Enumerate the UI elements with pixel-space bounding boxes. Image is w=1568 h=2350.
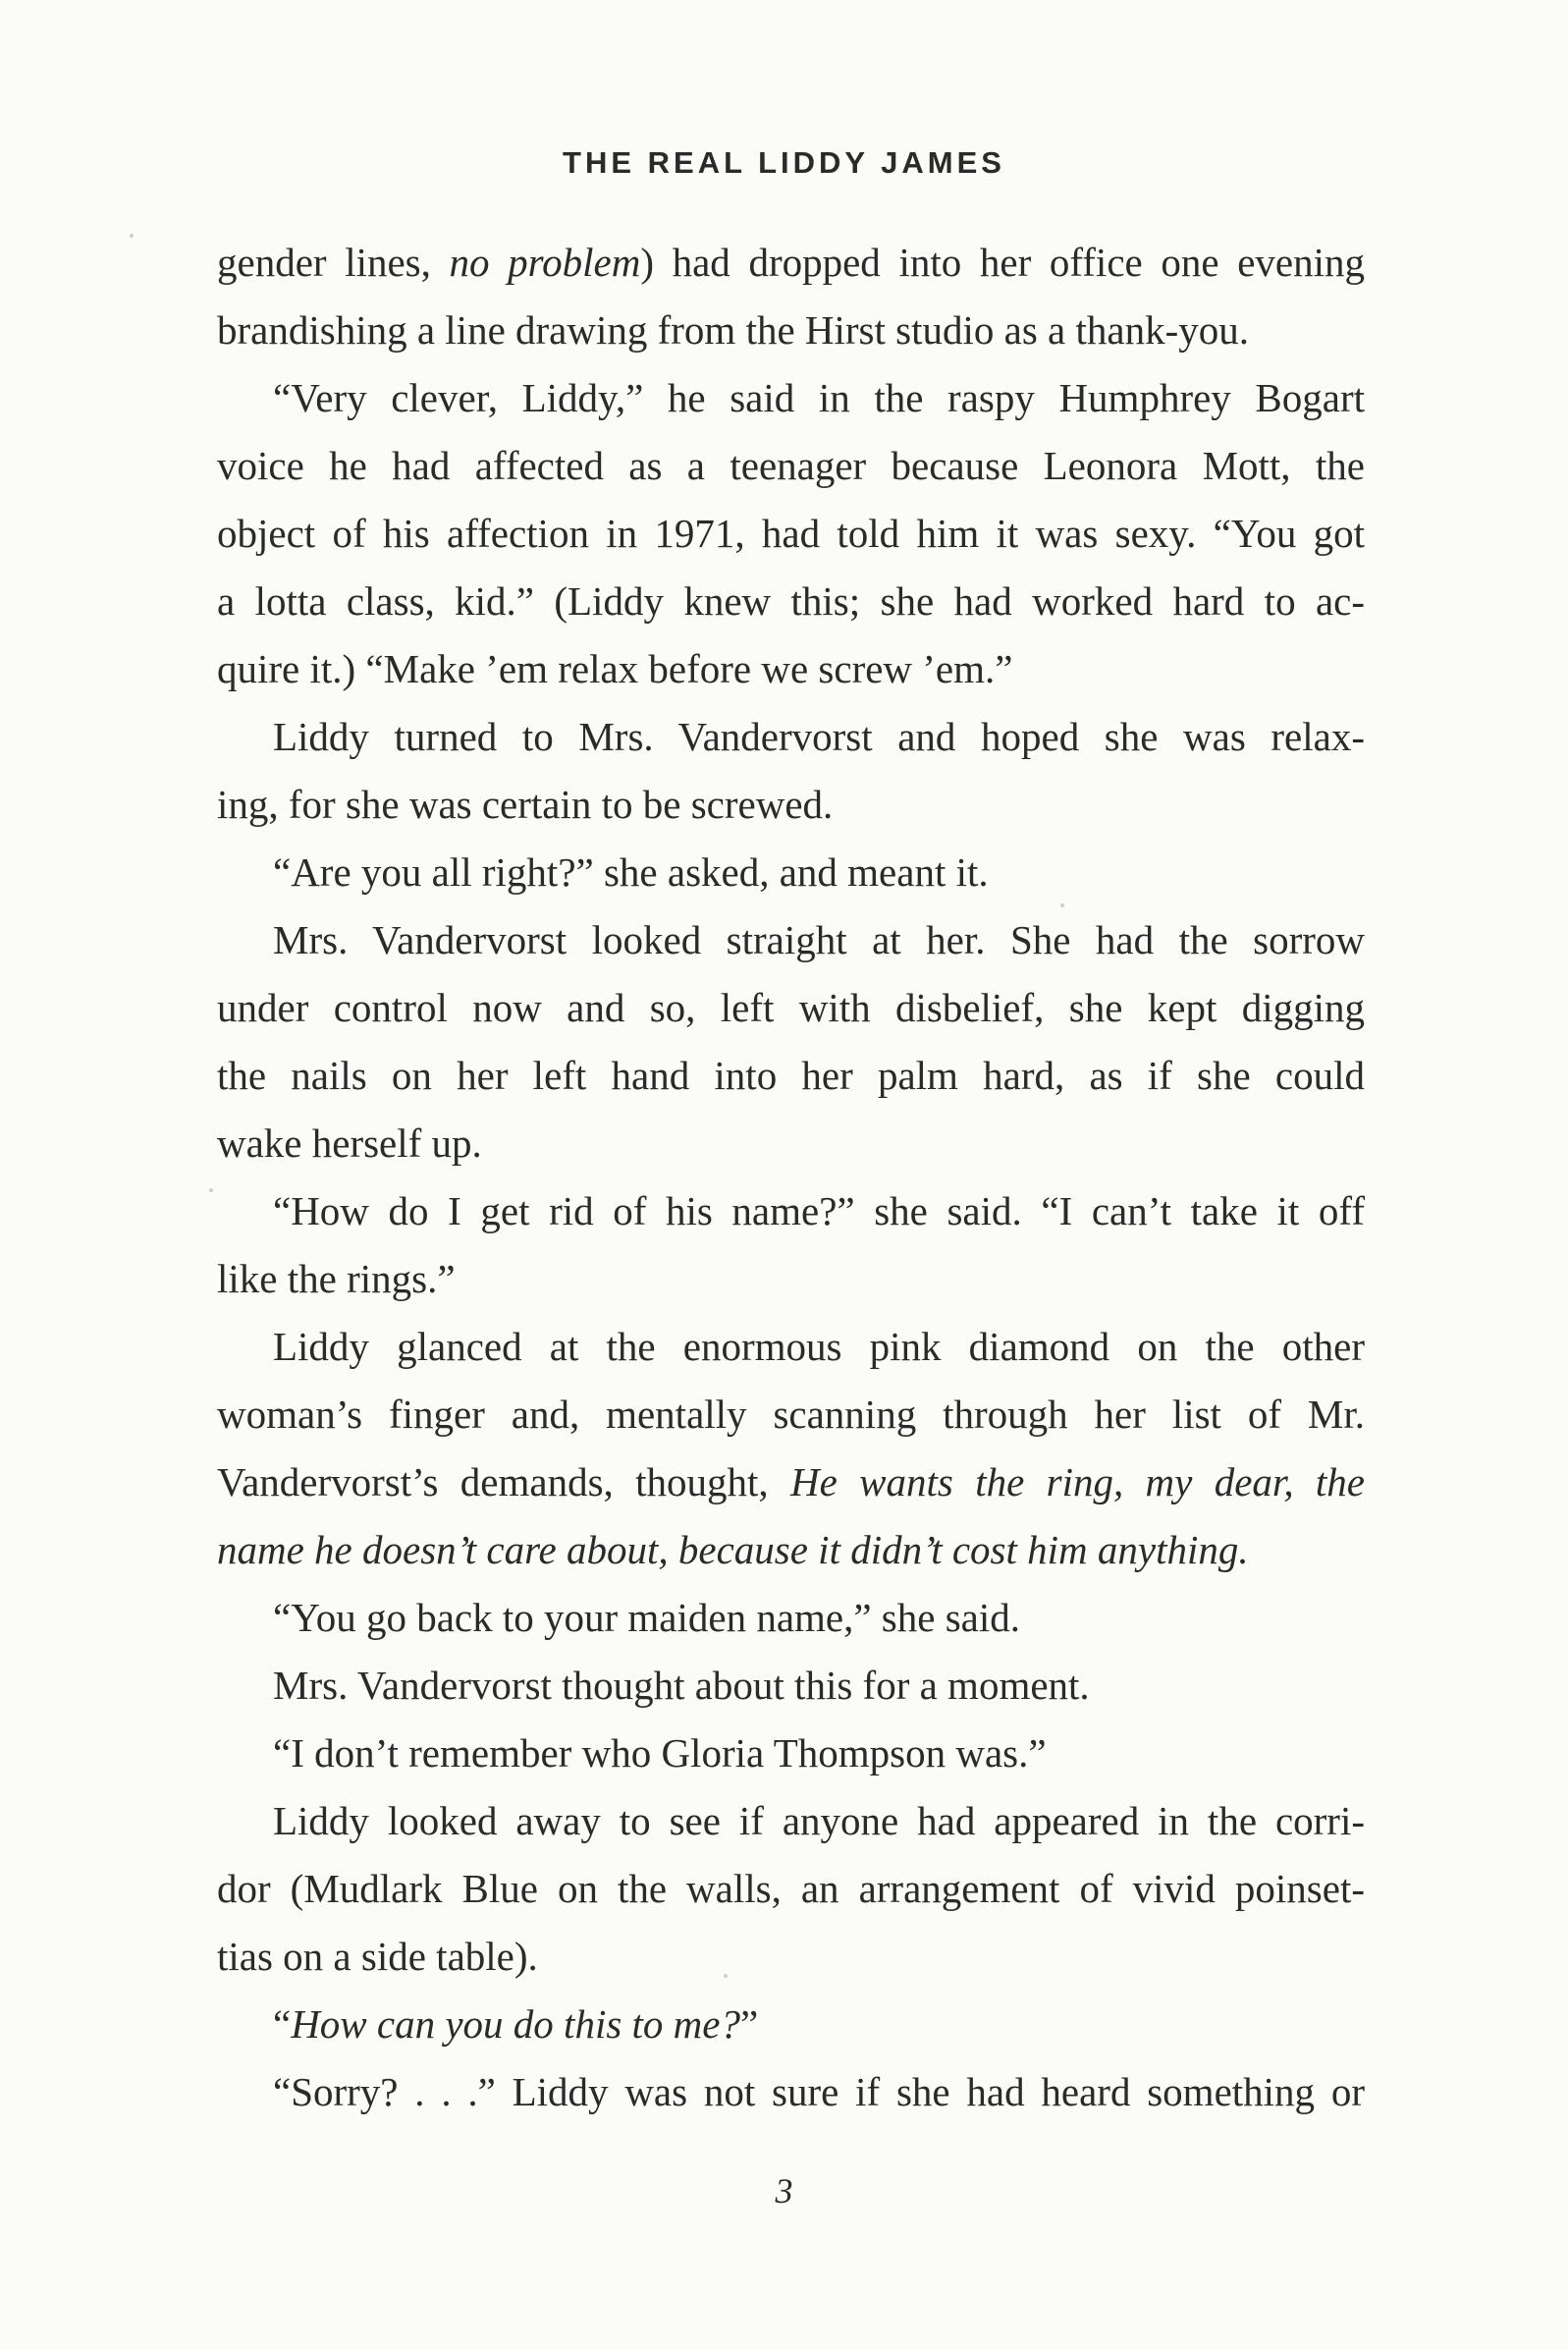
text-line: tias on a side table). bbox=[217, 1934, 538, 1979]
text-line: object of his affection in 1971, had told him it was sexy. “You got bbox=[217, 511, 1365, 556]
paper-speck bbox=[1060, 903, 1064, 907]
text-line: Liddy glanced at the enormous pink diamond on the other bbox=[273, 1324, 1365, 1369]
text-line: Mrs. Vandervorst thought about this for a moment. bbox=[273, 1663, 1090, 1708]
paper-speck bbox=[209, 1188, 213, 1192]
text-line: woman’s finger and, mentally scanning through her list of Mr. bbox=[217, 1392, 1365, 1437]
text-line: “How do I get rid of his name?” she said. “I can’t take it off bbox=[273, 1188, 1365, 1233]
text-line bbox=[217, 1516, 1365, 1584]
running-head: THE REAL LIDDY JAMES bbox=[563, 145, 1005, 180]
text-line: dor (Mudlark Blue on the walls, an arrangement of vivid poinset- bbox=[217, 1866, 1365, 1911]
body-text bbox=[217, 229, 1365, 2126]
text-line: the nails on her left hand into her palm hard, as if she could bbox=[217, 1053, 1365, 1098]
text-line: Liddy turned to Mrs. Vandervorst and hoped she was relax- bbox=[273, 714, 1365, 759]
text-line: “Are you all right?” she asked, and meant it. bbox=[273, 849, 989, 895]
text-line: “I don’t remember who Gloria Thompson was.” bbox=[273, 1730, 1047, 1776]
italic-phrase: How can you do this to me? bbox=[291, 2001, 740, 2047]
text-line: like the rings.” bbox=[217, 1256, 456, 1301]
text-line: ing, for she was certain to be screwed. bbox=[217, 782, 834, 827]
text-line: gender lines, no problem) had dropped into her office one evening bbox=[217, 240, 1365, 285]
text-line: voice he had affected as a teenager because Leonora Mott, the bbox=[217, 443, 1365, 488]
paper-speck bbox=[130, 234, 134, 238]
text-line: under control now and so, left with disbelief, she kept digging bbox=[217, 985, 1365, 1030]
text-line: a lotta class, kid.” (Liddy knew this; she had worked hard to ac- bbox=[217, 578, 1365, 624]
text-line: quire it.) “Make ’em relax before we screw ’em.” bbox=[217, 646, 1013, 691]
text-line: Mrs. Vandervorst looked straight at her. She had the sorrow bbox=[273, 917, 1365, 962]
italic-phrase: no problem bbox=[449, 240, 641, 285]
italic-phrase: He wants the ring, my dear, the bbox=[790, 1459, 1365, 1504]
text-line: brandishing a line drawing from the Hirst studio as a thank-you. bbox=[217, 307, 1249, 353]
text-line: “Sorry? . . .” Liddy was not sure if she had heard something or bbox=[273, 2069, 1365, 2114]
text-line: “Very clever, Liddy,” he said in the raspy Humphrey Bogart bbox=[273, 375, 1365, 420]
text-line: Vandervorst’s demands, thought, He wants the ring, my dear, the bbox=[217, 1459, 1365, 1504]
italic-phrase: name he doesn’t care about, because it didn’t cost him anything. bbox=[217, 1527, 1249, 1572]
text-line: “How can you do this to me?” bbox=[273, 2001, 759, 2047]
text-line: “You go back to your maiden name,” she said. bbox=[273, 1595, 1021, 1640]
text-line: wake herself up. bbox=[217, 1120, 482, 1166]
paper-speck bbox=[724, 1974, 728, 1978]
page-number: 3 bbox=[775, 2171, 793, 2211]
text-line: Liddy looked away to see if anyone had appeared in the corri- bbox=[273, 1798, 1365, 1843]
